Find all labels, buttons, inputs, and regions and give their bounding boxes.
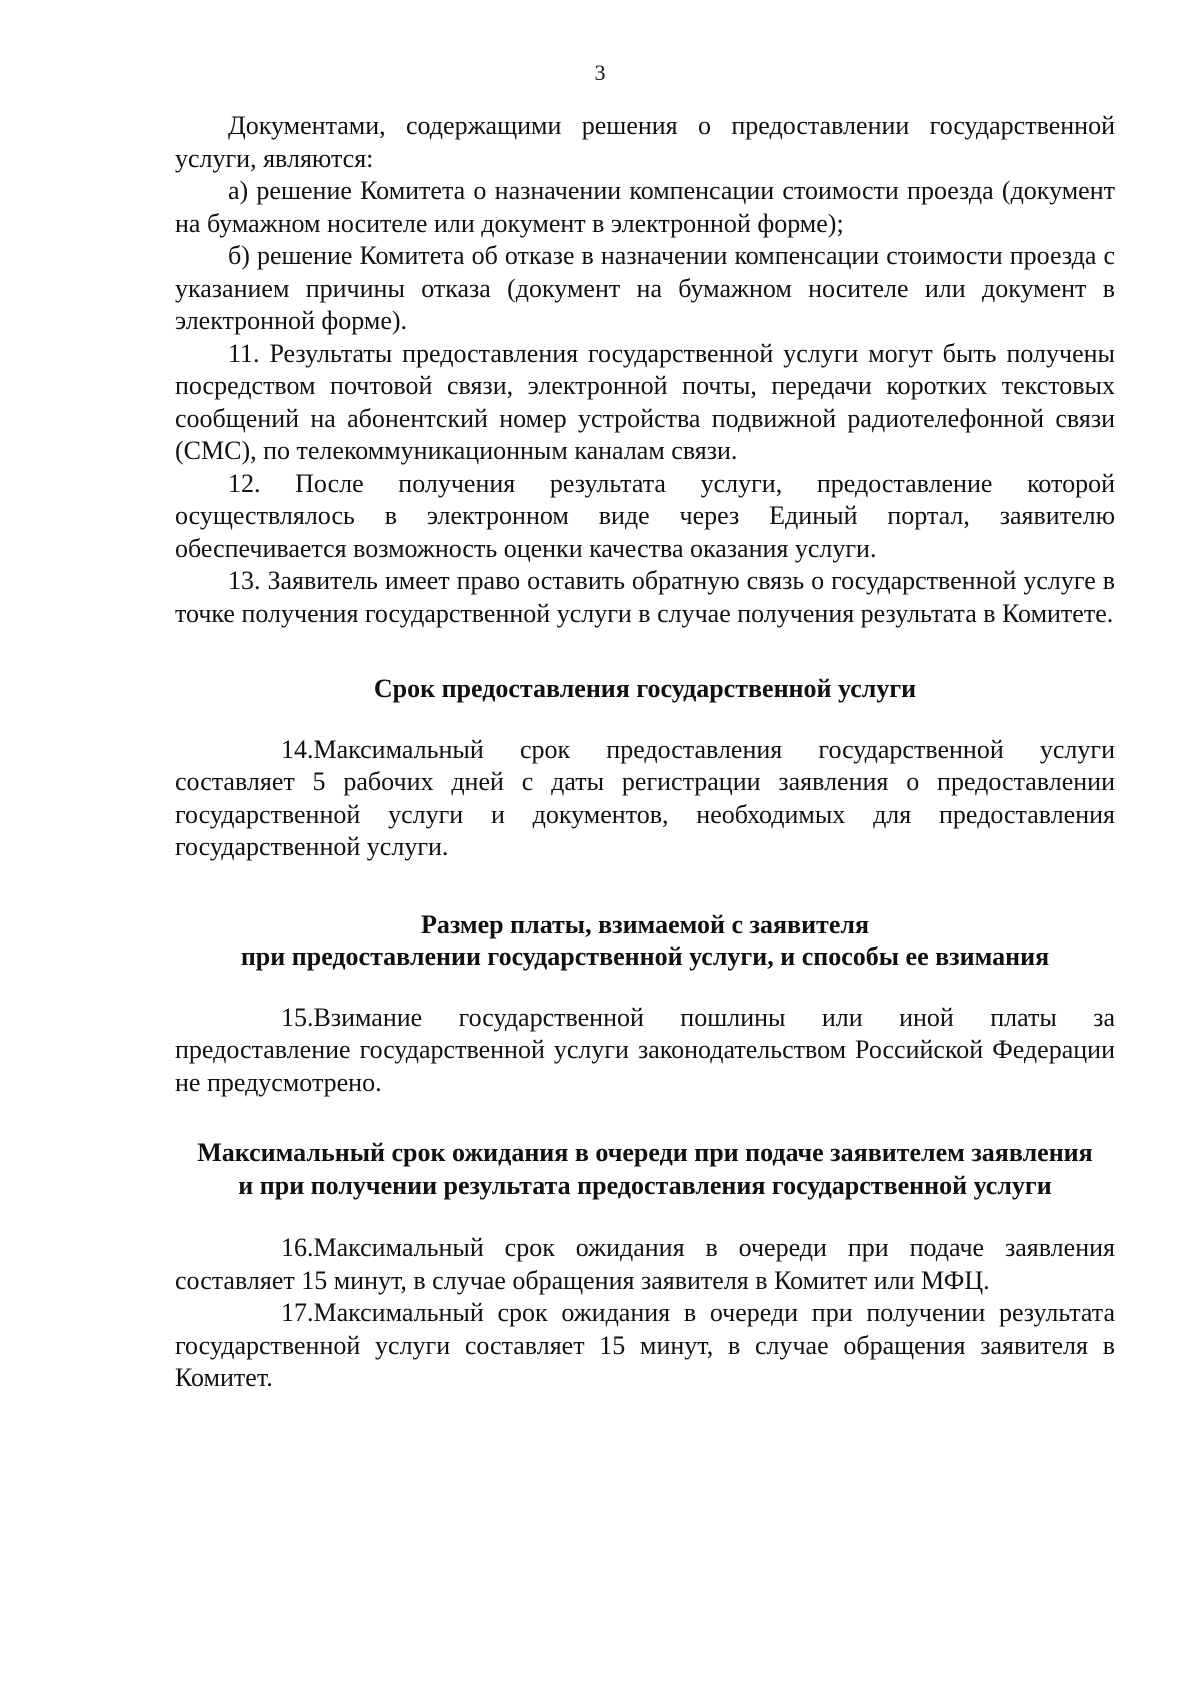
paragraph-13: 13. Заявитель имеет право оставить обратную связь о государственной услуге в точке получения государственной услуги в случае получения результата в Комитете. [175, 566, 1115, 628]
section-heading-fee-line1: Размер платы, взимаемой с заявителя [420, 909, 870, 939]
section-heading-term: Срок предоставления государственной услуги [373, 674, 917, 703]
paragraph-item-b: б) решение Комитета об отказе в назначении компенсации стоимости проезда с указанием причины отказа (документ на бумажном носителе или документ в электронной форме). [175, 241, 1115, 335]
paragraph-text: Максимальный срок ожидания в очереди при подаче заявления составляет 15 минут, в случае обращения заявителя в Комитет или МФЦ. [175, 1233, 1115, 1295]
paragraph-15 [175, 1002, 1115, 1100]
section-heading-fee-line2: при предоставлении государственной услуги, и способы ее взимания [240, 942, 1050, 971]
paragraph-number: 17. [281, 1298, 314, 1327]
section-heading-queue: Максимальный срок ожидания в очереди при подаче заявителем заявления и при получении результата предоставления государственной услуги [197, 1138, 1093, 1200]
document-body [175, 110, 1115, 1395]
paragraph-14 [175, 734, 1115, 864]
paragraph-12: 12. После получения результата услуги, предоставление которой осуществлялось в электронном виде через Единый портал, заявителю обеспечивается возможность оценки качества оказания услуги. [175, 468, 1115, 563]
paragraph-number: 16. [281, 1233, 314, 1262]
paragraph-number: 14. [281, 734, 314, 764]
paragraph-text: Максимальный срок ожидания в очереди при получении результата государственной услуги составляет 15 минут, в случае обращения заявителя в Комитет. [175, 1298, 1115, 1392]
paragraph-item-a: а) решение Комитета о назначении компенсации стоимости проезда (документ на бумажном носителе или документ в электронной форме); [175, 176, 1115, 238]
paragraph-16 [175, 1232, 1115, 1297]
paragraph-text: Максимальный срок предоставления государственной услуги составляет 5 рабочих дней с даты регистрации заявления о предоставлении государственной услуги и документов, необходимых для предоставления государственной услуги. [175, 734, 1115, 861]
paragraph-result-documents: Документами, содержащими решения о предоставлении государственной услуги, являются: [175, 111, 1115, 173]
paragraph-text: Взимание государственной пошлины или иной платы за предоставление государственной услуги законодательством Российской Федерации не предусмотрено. [175, 1002, 1115, 1097]
page-number: 3 [594, 60, 606, 85]
paragraph-11: 11. Результаты предоставления государственной услуги могут быть получены посредством почтовой связи, электронной почты, передачи коротких текстовых сообщений на абонентский номер устройства подвижной радиотелефонной связи (СМС), по телекоммуникационным каналам связи. [175, 338, 1115, 465]
paragraph-number: 15. [281, 1002, 314, 1032]
paragraph-17 [175, 1297, 1115, 1395]
